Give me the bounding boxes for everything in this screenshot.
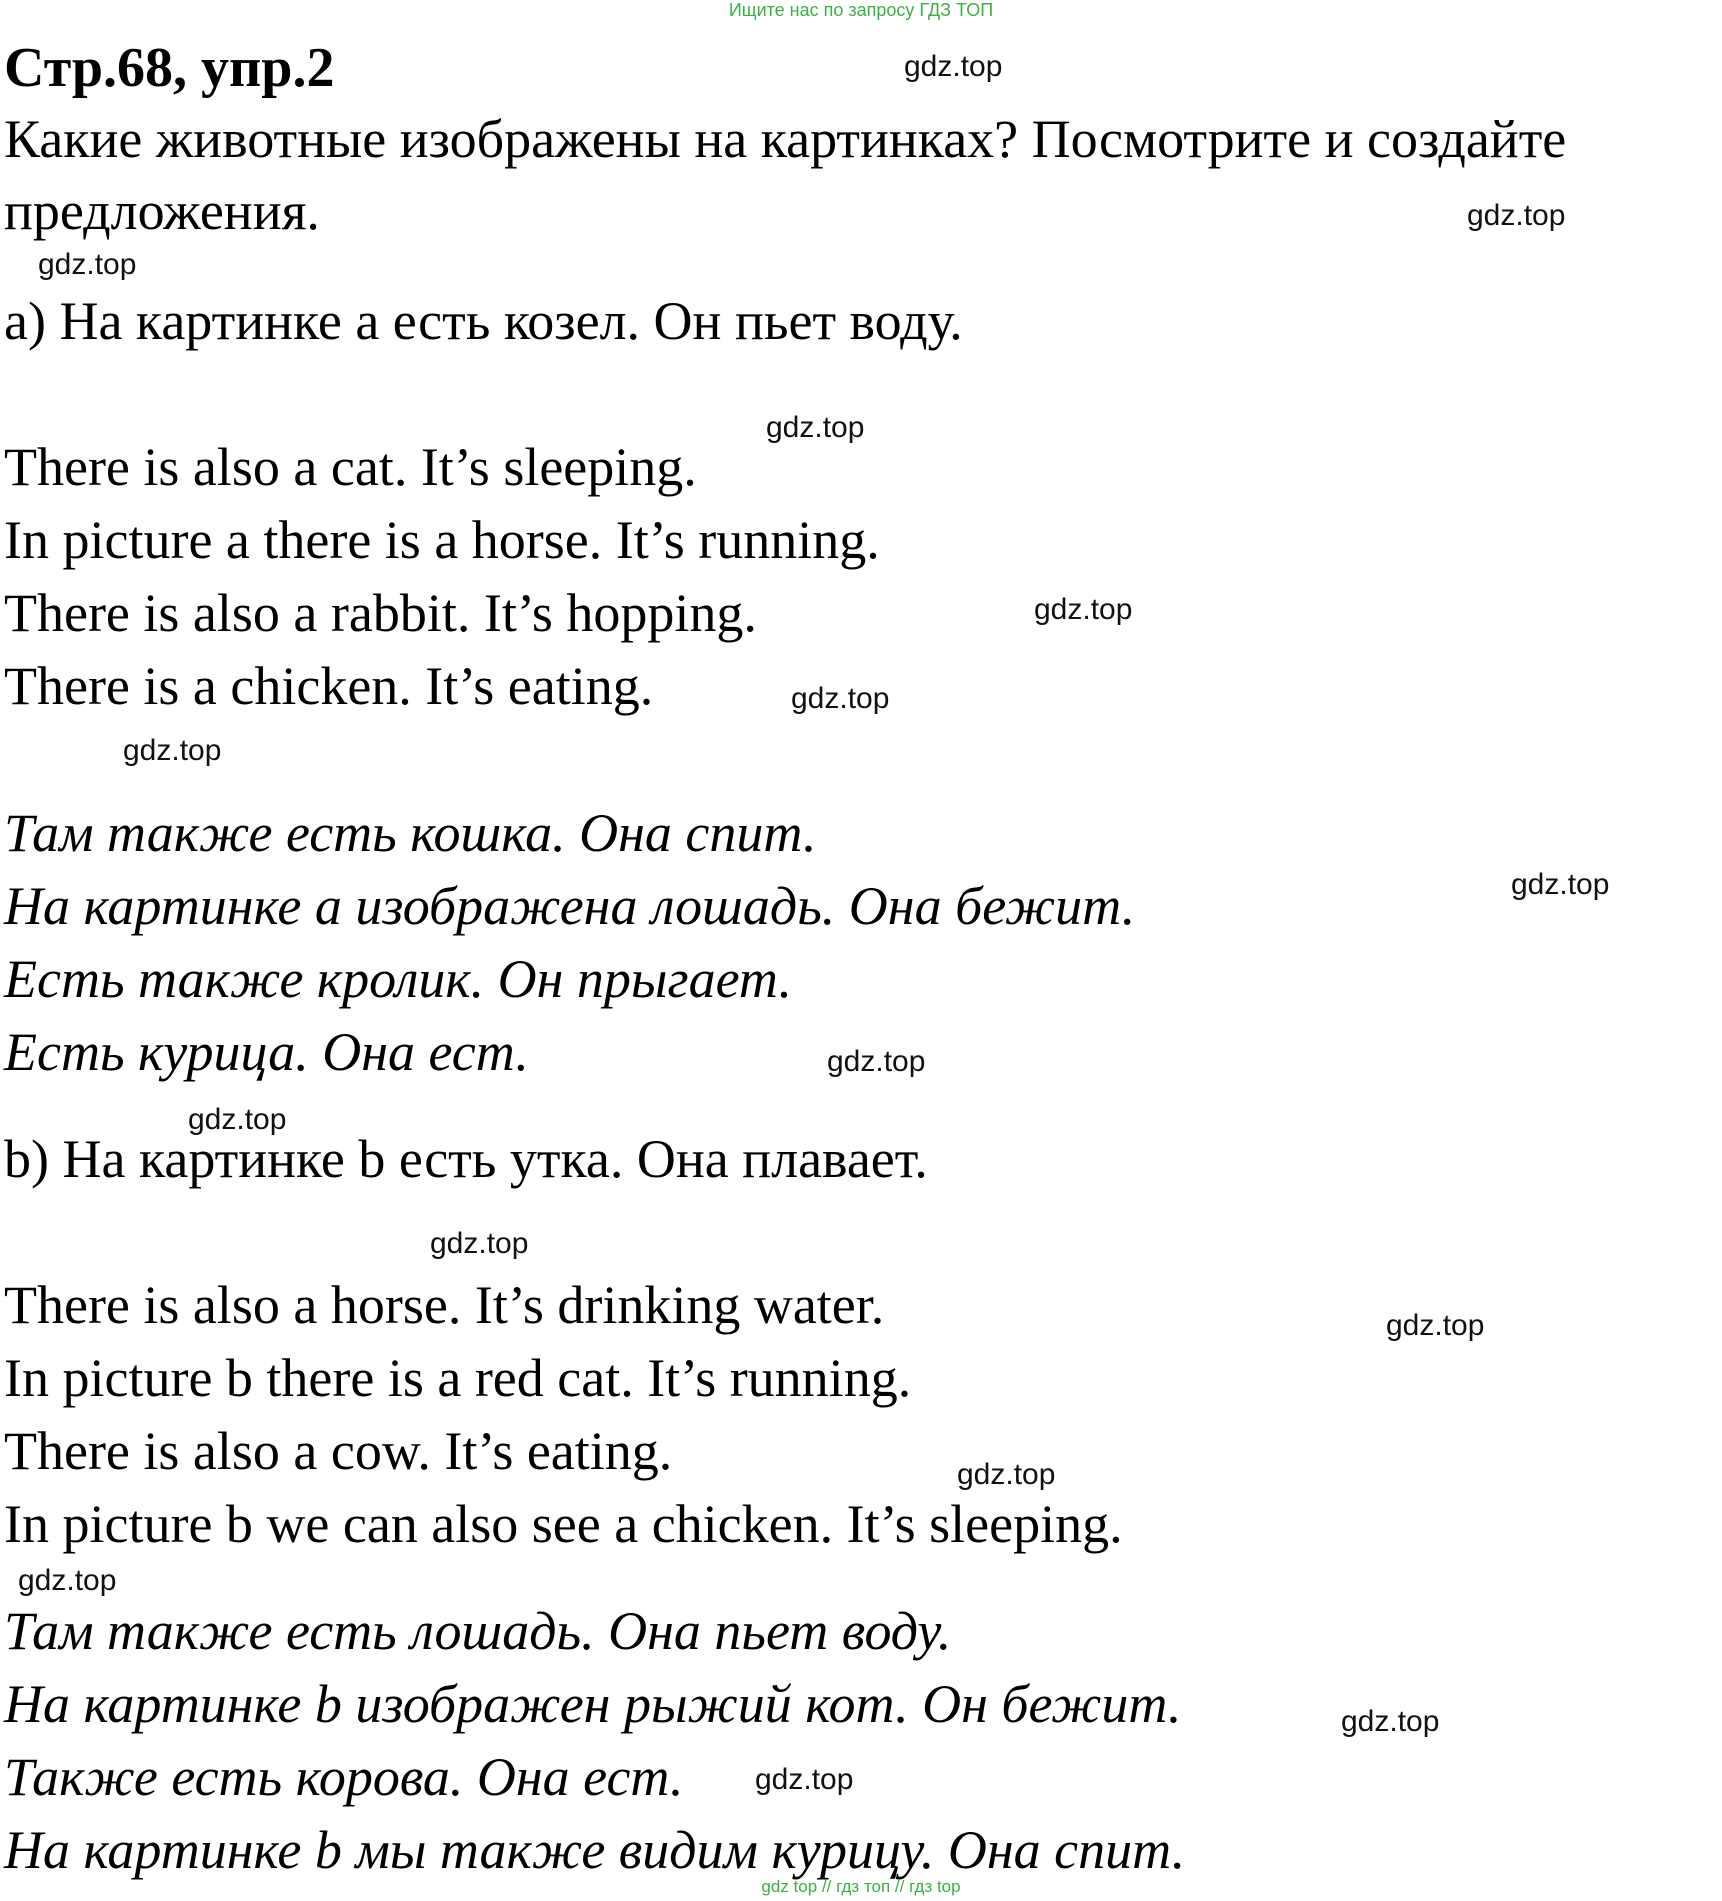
part-a-russian-4: Есть курица. Она ест. [4,1022,529,1082]
part-a-heading: а) На картинке а есть козел. Он пьет воду. [4,291,963,351]
part-a-russian-1: Там также есть кошка. Она спит. [4,803,817,863]
page-title: Стр.68, упр.2 [4,37,335,99]
watermark: gdz.top [430,1227,529,1260]
part-b-english-4: In picture b we can also see a chicken. It’s sleeping. [4,1494,1123,1554]
part-b-russian-1: Там также есть лошадь. Она пьет воду. [4,1601,952,1661]
part-b-russian-3: Также есть корова. Она ест. [4,1747,684,1807]
watermark: gdz.top [1511,868,1610,901]
watermark: gdz.top [188,1103,287,1136]
footer-watermark: gdz top // гдз топ // гдз top [761,1877,961,1896]
watermark: gdz.top [791,682,890,715]
part-b-english-1: There is also a horse. It’s drinking water. [4,1275,885,1335]
part-b-russian-4: На картинке b мы также видим курицу. Она спит. [4,1820,1186,1880]
watermark: gdz.top [1386,1309,1485,1342]
part-a-english-3: There is also a rabbit. It’s hopping. [4,583,757,643]
part-b-russian-2: На картинке b изображен рыжий кот. Он бежит. [4,1674,1182,1734]
watermark: gdz.top [904,50,1003,83]
task-line-2: предложения. [4,181,320,241]
part-b-english-3: There is also a cow. It’s eating. [4,1421,673,1481]
watermark: gdz.top [1467,199,1566,232]
watermark: gdz.top [1341,1705,1440,1738]
watermark: gdz.top [755,1763,854,1796]
watermark: gdz.top [827,1045,926,1078]
watermark: gdz.top [123,734,222,767]
part-a-english-4: There is a chicken. It’s eating. [4,656,654,716]
part-a-russian-2: На картинке а изображена лошадь. Она бежит. [4,876,1136,936]
part-a-russian-3: Есть также кролик. Он прыгает. [4,949,792,1009]
part-b-heading: b) На картинке b есть утка. Она плавает. [4,1129,928,1189]
part-a-english-1: There is also a cat. It’s sleeping. [4,437,697,497]
watermark: gdz.top [957,1458,1056,1491]
watermark: gdz.top [18,1564,117,1597]
part-b-english-2: In picture b there is a red cat. It’s running. [4,1348,912,1408]
watermark: gdz.top [38,248,137,281]
watermark: gdz.top [1034,593,1133,626]
part-a-english-2: In picture a there is a horse. It’s running. [4,510,880,570]
watermark: gdz.top [766,411,865,444]
top-banner: Ищите нас по запросу ГДЗ ТОП [728,0,994,20]
task-line-1: Какие животные изображены на картинках? Посмотрите и создайте [4,109,1567,169]
